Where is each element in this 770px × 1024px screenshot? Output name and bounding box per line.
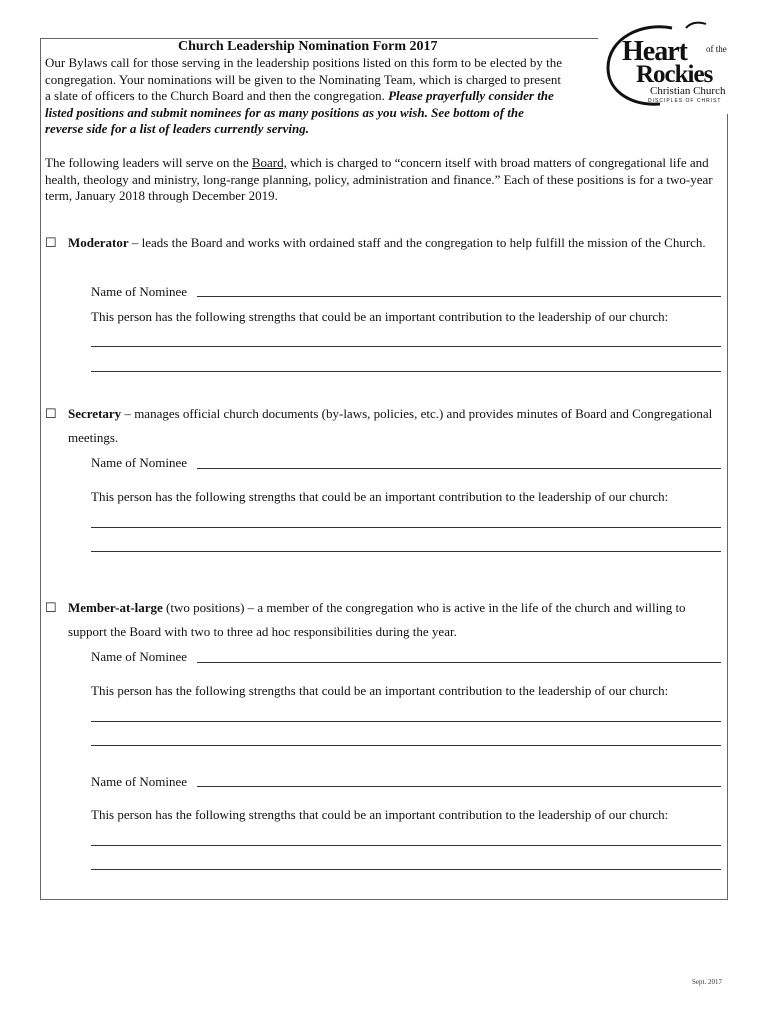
- member-strengths-2-line-2[interactable]: [91, 869, 721, 870]
- member-strengths-1-label: This person has the following strengths that could be an important contribution to the leadership of our church:: [91, 683, 669, 698]
- member-nominee-1-label: Name of Nominee: [91, 649, 188, 664]
- secretary-nominee-label: Name of Nominee: [91, 455, 188, 470]
- church-logo: [602, 20, 742, 110]
- logo-of-the: of the: [706, 44, 727, 54]
- moderator-strengths-line-1[interactable]: [91, 346, 721, 347]
- moderator-nominee-label: Name of Nominee: [91, 284, 188, 299]
- member-at-large-desc: (two positions) – a member of the congregation who is active in the life of the church and willing to support the Board with two to three ad hoc responsibilities during the year.: [68, 600, 686, 639]
- member-at-large-name: Member-at-large: [68, 600, 163, 615]
- intro-text: Our Bylaws call for those serving in the leadership positions listed on this form to be elected by the congregation. Your nominations will be given to the Nominating Team, which is charged to present a slate of officers to the Church Board and then the congregation.: [45, 55, 563, 103]
- secretary-nominee-line[interactable]: [197, 468, 721, 469]
- secretary-name: Secretary: [68, 406, 122, 421]
- board-paragraph: [45, 155, 725, 205]
- position-secretary: [45, 402, 725, 450]
- intro-paragraph: [45, 55, 565, 138]
- board-text-before: The following leaders will serve on the: [45, 155, 252, 170]
- logo-disciples: DISCIPLES OF CHRIST: [648, 98, 722, 104]
- secretary-strengths-line-2[interactable]: [91, 551, 721, 552]
- member-nominee-2-label: Name of Nominee: [91, 774, 188, 789]
- moderator-checkbox[interactable]: ☐: [45, 235, 57, 250]
- member-strengths-2-line-1[interactable]: [91, 845, 721, 846]
- logo-christian-church: Christian Church: [650, 85, 726, 97]
- moderator-desc: – leads the Board and works with ordained staff and the congregation to help fulfill the mission of the Church.: [128, 235, 706, 250]
- moderator-strengths-line-2[interactable]: [91, 371, 721, 372]
- moderator-strengths-label: This person has the following strengths that could be an important contribution to the leadership of our church:: [91, 309, 669, 324]
- form-title: Church Leadership Nomination Form 2017: [178, 39, 438, 54]
- secretary-strengths-line-1[interactable]: [91, 527, 721, 528]
- moderator-description: [68, 231, 725, 255]
- member-nominee-2-line[interactable]: [197, 786, 721, 787]
- moderator-name: Moderator: [68, 235, 129, 250]
- board-text-after: which is charged to “concern itself with broad matters of congregational life and health, theology and ministry, long-range planning, policy, administration and finance.” Each of these positions is for a two-year term, January 2018 through December 2019.: [45, 155, 713, 203]
- moderator-nominee-line[interactable]: [197, 296, 721, 297]
- secretary-strengths-label: This person has the following strengths that could be an important contribution to the leadership of our church:: [91, 489, 669, 504]
- secretary-desc: – manages official church documents (by-laws, policies, etc.) and provides minutes of Board and Congregational meetings.: [68, 406, 713, 445]
- member-strengths-1-line-2[interactable]: [91, 745, 721, 746]
- member-strengths-1-line-1[interactable]: [91, 721, 721, 722]
- member-strengths-2-label: This person has the following strengths that could be an important contribution to the leadership of our church:: [91, 807, 669, 822]
- position-member-at-large: [45, 596, 725, 644]
- board-link: Board,: [251, 155, 287, 170]
- member-nominee-1-line[interactable]: [197, 662, 721, 663]
- intro-emphasis: Please prayerfully consider the listed positions and submit nominees for as many positions as you wish. See bottom of the reverse side for a list of leaders currently serving.: [45, 88, 554, 136]
- logo-heart: Heart: [622, 36, 687, 67]
- logo-rockies: Rockies: [636, 61, 713, 88]
- footer-date: Sept. 2017: [692, 978, 722, 986]
- position-moderator: [45, 231, 725, 255]
- member-at-large-description: [68, 596, 725, 644]
- secretary-description: [68, 402, 725, 450]
- member-at-large-checkbox[interactable]: ☐: [45, 600, 57, 615]
- secretary-checkbox[interactable]: ☐: [45, 406, 57, 421]
